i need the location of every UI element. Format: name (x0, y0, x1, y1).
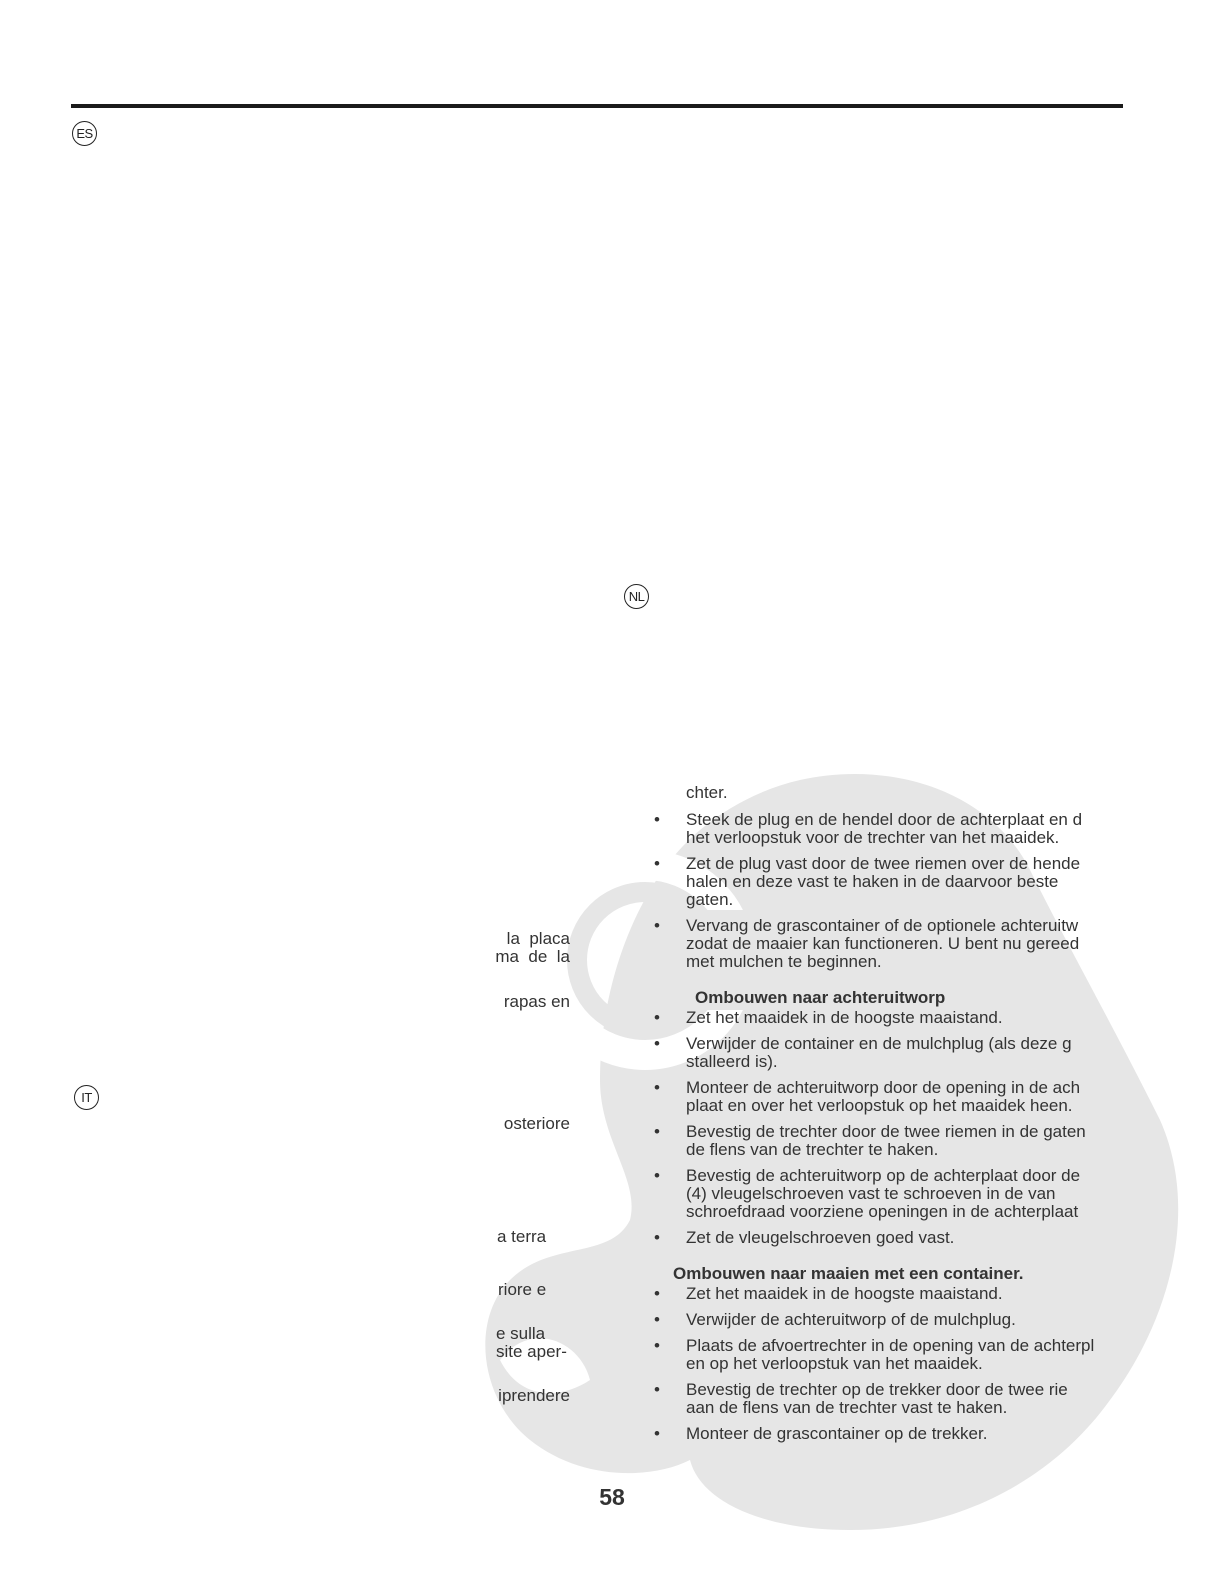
list-item-text: Bevestig de trechter door de twee riemen in de gaten de flens van de trechter te haken. (686, 1122, 1086, 1159)
language-badge-es: ES (72, 121, 97, 146)
list-item (652, 1167, 1112, 1221)
left-fragment-7: e sulla (496, 1324, 546, 1343)
nl-intro-continuation: chter. (686, 783, 728, 802)
list-item (652, 1425, 1112, 1443)
list-item-text: Verwijder de container en de mulchplug (als deze g stalleerd is). (686, 1034, 1072, 1071)
list-item (652, 917, 1112, 971)
list-item (652, 1079, 1112, 1115)
list-item-text: Plaats de afvoertrechter in de opening van de achterpl en op het verloopstuk van het maaidek. (686, 1336, 1095, 1373)
bullet: • (654, 1166, 660, 1185)
list-item-text: Zet het maaidek in de hoogste maaistand. (686, 1008, 1003, 1027)
list-item-text: Bevestig de trechter op de trekker door de twee rie aan de flens van de trechter vast te haken. (686, 1380, 1068, 1417)
list-item (652, 1229, 1112, 1247)
list-item-text: Bevestig de achteruitworp op de achterplaat door de (4) vleugelschroeven vast te schroeven in de van schroefdraad voorziene openingen in de achterplaat (686, 1166, 1081, 1221)
left-fragment-5: a terra (497, 1227, 547, 1246)
left-fragment-4: osteriore (503, 1114, 570, 1133)
left-fragment-1: la placa (506, 929, 570, 948)
left-fragment-9: iprendere (498, 1386, 570, 1405)
section-heading-rear-discharge: Ombouwen naar achteruitworp (695, 988, 946, 1007)
nl-instructions (652, 784, 1112, 1451)
bullet: • (654, 1078, 660, 1097)
left-fragment-6: riore e (498, 1280, 547, 1299)
bullet: • (654, 1310, 660, 1329)
bullet: • (654, 1336, 660, 1355)
list-item (652, 855, 1112, 909)
list-item-text: Verwijder de achteruitworp of de mulchplug. (686, 1310, 1016, 1329)
list-item-text: Monteer de grascontainer op de trekker. (686, 1424, 988, 1443)
bullet: • (654, 1284, 660, 1303)
left-fragment-8: site aper- (496, 1342, 567, 1361)
list-item (652, 1311, 1112, 1329)
list-item-text: Monteer de achteruitworp door de opening in de ach plaat en over het verloopstuk op het maaidek heen. (686, 1078, 1081, 1115)
bullet: • (654, 854, 660, 873)
list-item-text: Zet de plug vast door de twee riemen over de hende halen en deze vast te haken in de daarvoor beste gaten. (686, 854, 1081, 909)
list-item (652, 1123, 1112, 1159)
list-item-text: Vervang de grascontainer of de optionele achteruitw zodat de maaier kan functioneren. U bent nu gereed met mulchen te beginnen. (686, 916, 1080, 971)
bullet: • (654, 1122, 660, 1141)
header-rule (71, 104, 1123, 108)
list-item (652, 811, 1112, 847)
list-item (652, 1009, 1112, 1027)
list-item (652, 1285, 1112, 1303)
bullet: • (654, 810, 660, 829)
list-item (652, 1035, 1112, 1071)
list-item (652, 1381, 1112, 1417)
bullet: • (654, 1008, 660, 1027)
left-fragment-3: rapas en (503, 992, 570, 1011)
list-item-text: Zet het maaidek in de hoogste maaistand. (686, 1284, 1003, 1303)
language-badge-nl: NL (624, 584, 649, 609)
left-fragment-2: ma de la (495, 947, 570, 966)
list-item-text: Zet de vleugelschroeven goed vast. (686, 1228, 955, 1247)
bullet: • (654, 1380, 660, 1399)
bullet: • (654, 1034, 660, 1053)
bullet: • (654, 916, 660, 935)
language-badge-it: IT (74, 1085, 99, 1110)
section-heading-container: Ombouwen naar maaien met een container. (673, 1264, 1024, 1283)
list-item (652, 1337, 1112, 1373)
list-item-text: Steek de plug en de hendel door de achterplaat en d het verloopstuk voor de trechter van het maaidek. (686, 810, 1083, 847)
bullet: • (654, 1228, 660, 1247)
bullet: • (654, 1424, 660, 1443)
page-number: 58 (599, 1484, 625, 1510)
